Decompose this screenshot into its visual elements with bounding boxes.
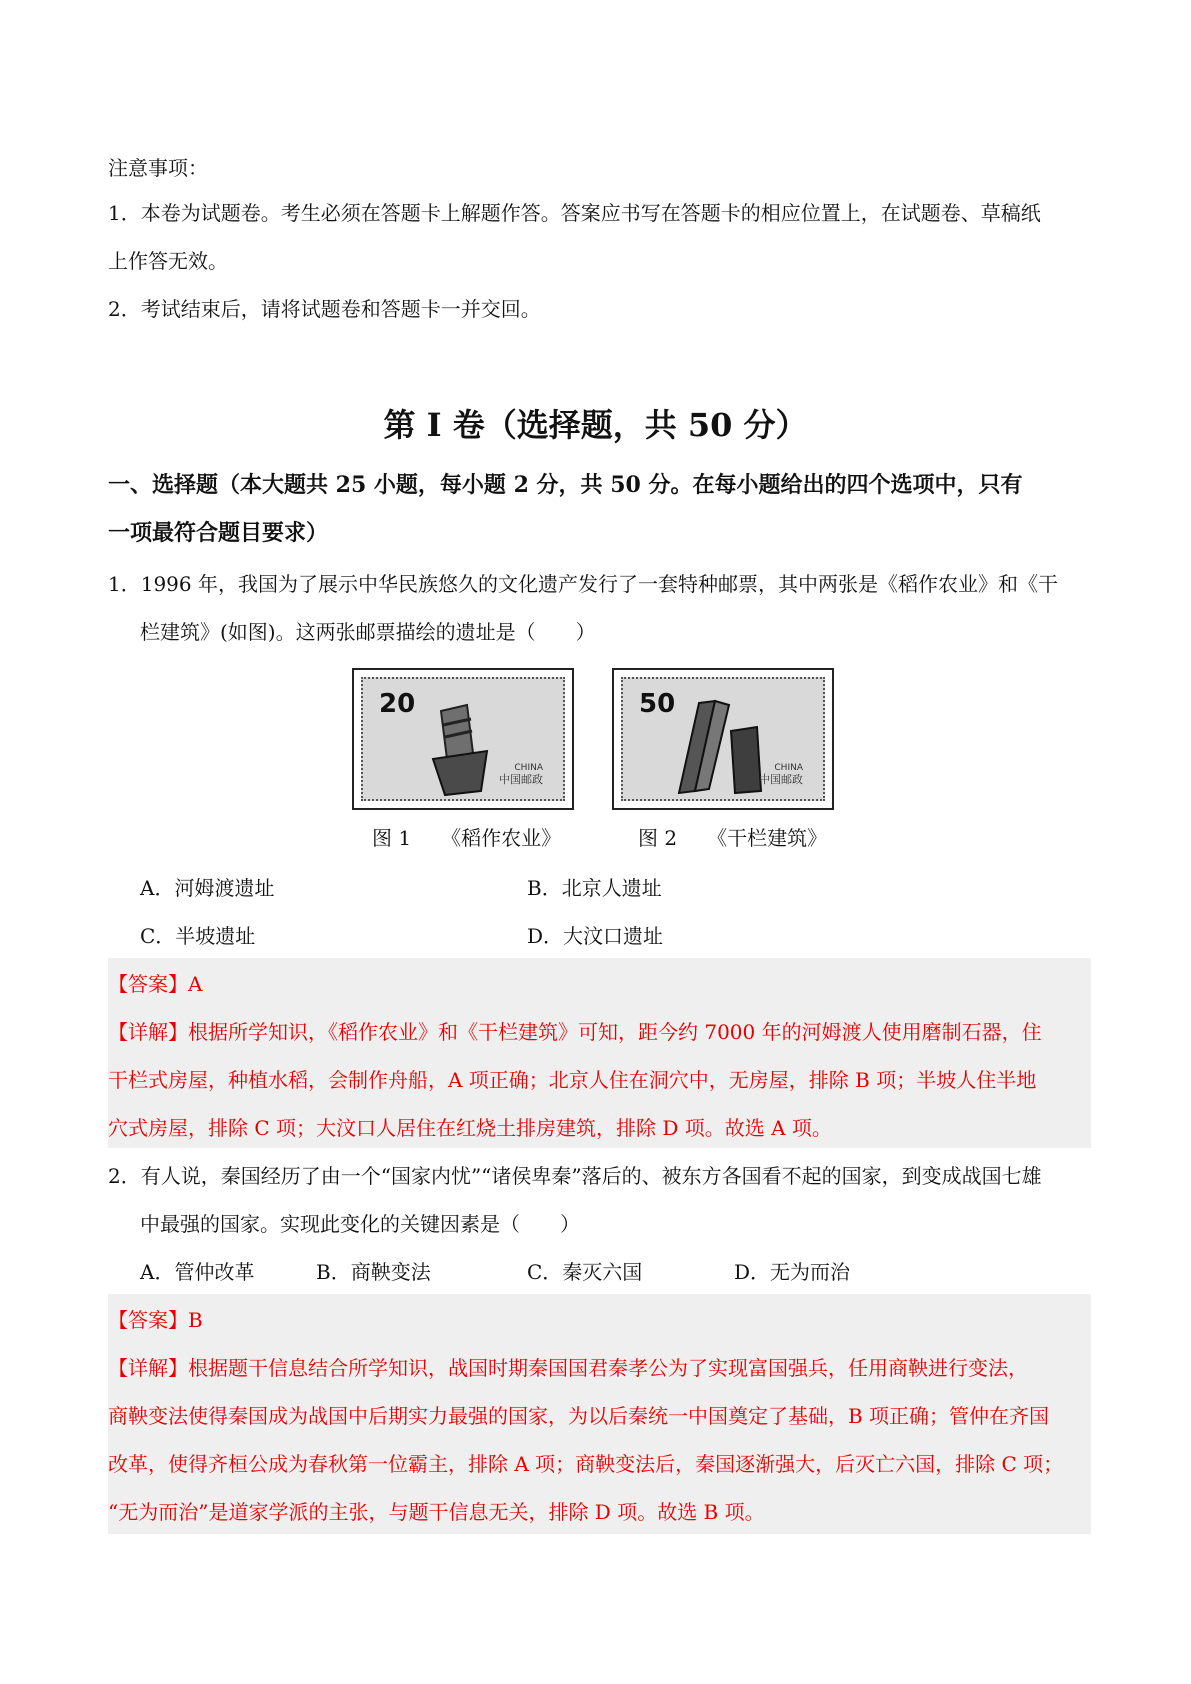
stamp-post-label: 中国邮政 xyxy=(759,773,803,786)
question-2-answer: 【答案】B xyxy=(108,1308,203,1332)
question-2-stem-cont: 中最强的国家。实现此变化的关键因素是（ ） xyxy=(140,1212,580,1236)
question-1-explanation-cont: 干栏式房屋，种植水稻，会制作舟船，A 项正确；北京人住在洞穴中，无房屋，排除 B 项；半坡人住半地 xyxy=(108,1068,1037,1092)
section-heading: 一、选择题（本大题共 25 小题，每小题 2 分，共 50 分。在每小题给出的四个选项中，只有 xyxy=(108,472,1023,498)
question-2-option-a: A．管仲改革 xyxy=(140,1260,255,1284)
question-2-option-d: D．无为而治 xyxy=(734,1260,851,1284)
question-1-option-d: D．大汶口遗址 xyxy=(527,924,664,948)
figure-caption-1: 图 1 《稻作农业》 xyxy=(372,826,562,850)
stamp-image-rice-farming xyxy=(352,668,574,810)
volume-title: 第 I 卷（选择题，共 50 分） xyxy=(383,406,808,444)
question-1-option-a: A．河姆渡遗址 xyxy=(140,876,275,900)
question-2-stem: 2．有人说，秦国经历了由一个“国家内忧”“诸侯卑秦”落后的、被东方各国看不起的国家，到变成战国七雄 xyxy=(108,1164,1042,1188)
question-1-stem-cont: 栏建筑》(如图)。这两张邮票描绘的遗址是（ ） xyxy=(140,620,596,644)
stamp-country-label: CHINA xyxy=(774,763,803,773)
question-1-explanation-cont: 穴式房屋，排除 C 项；大汶口人居住在红烧土排房建筑，排除 D 项。故选 A 项。 xyxy=(108,1116,832,1140)
question-2-explanation-cont: 商鞅变法使得秦国成为战国中后期实力最强的国家，为以后秦统一中国奠定了基础，B 项正确；管仲在齐国 xyxy=(108,1404,1050,1428)
notice-item-1-cont: 上作答无效。 xyxy=(108,249,228,273)
question-2-explanation-cont: “无为而治”是道家学派的主张，与题干信息无关，排除 D 项。故选 B 项。 xyxy=(108,1500,765,1524)
question-1-option-c: C．半坡遗址 xyxy=(140,924,256,948)
stamp-country-label: CHINA xyxy=(514,763,543,773)
question-2-explanation-cont: 改革，使得齐桓公成为春秋第一位霸主，排除 A 项；商鞅变法后，秦国逐渐强大，后灭亡六国，排除 C 项； xyxy=(108,1452,1064,1476)
stamp-image-stilt-architecture xyxy=(612,668,834,810)
notice-item-1: 1．本卷为试题卷。考生必须在答题卡上解题作答。答案应书写在答题卡的相应位置上，在试题卷、草稿纸 xyxy=(108,201,1041,225)
question-1-stem: 1．1996 年，我国为了展示中华民族悠久的文化遗产发行了一套特种邮票，其中两张是《稻作农业》和《干 xyxy=(108,572,1058,596)
question-1-answer: 【答案】A xyxy=(108,972,203,996)
question-1-explanation: 【详解】根据所学知识，《稻作农业》和《干栏建筑》可知，距今约 7000 年的河姆渡人使用磨制石器，住 xyxy=(108,1020,1042,1044)
stamp-post-label: 中国邮政 xyxy=(499,773,543,786)
stamp-face xyxy=(621,677,825,801)
figure-caption-2: 图 2 《干栏建筑》 xyxy=(638,826,828,850)
question-1-option-b: B．北京人遗址 xyxy=(527,876,662,900)
question-2-option-b: B．商鞅变法 xyxy=(316,1260,431,1284)
question-2-option-c: C．秦灭六国 xyxy=(527,1260,643,1284)
section-heading-cont: 一项最符合题目要求） xyxy=(108,520,329,546)
question-2-explanation: 【详解】根据题干信息结合所学知识，战国时期秦国国君秦孝公为了实现富国强兵，任用商鞅进行变法， xyxy=(108,1356,1028,1380)
stamp-value: 50 xyxy=(639,689,676,719)
notice-heading: 注意事项： xyxy=(108,156,208,180)
stamp-face xyxy=(361,677,565,801)
notice-item-2: 2．考试结束后，请将试题卷和答题卡一并交回。 xyxy=(108,297,541,321)
stamp-value: 20 xyxy=(379,689,416,719)
